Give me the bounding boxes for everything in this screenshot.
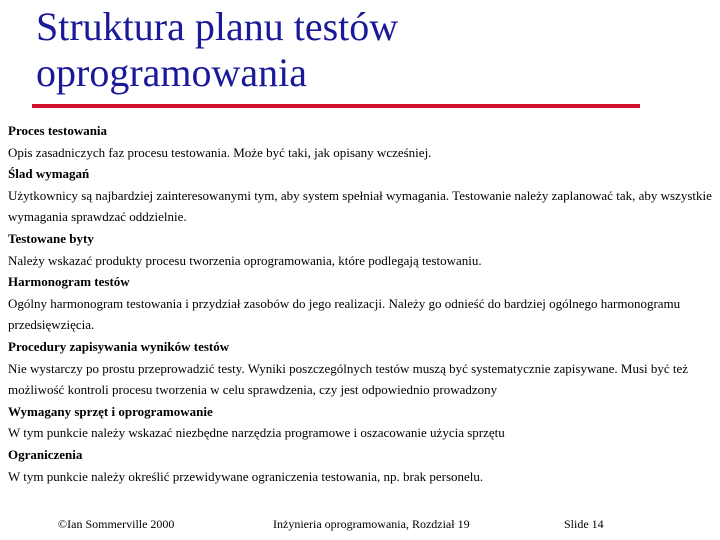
section-heading: Harmonogram testów xyxy=(8,274,130,290)
section-body: Ogólny harmonogram testowania i przydział zasobów do jego realizacji. Należy go odnieść do bardziej ogólnego harmonogramu przedsięwzięcia. xyxy=(8,295,681,333)
section-body: Nie wystarczy po prostu przeprowadzić testy. Wyniki poszczególnych testów muszą być systematycznie zapisywane. Musi być też możliwość kontroli procesu tworzenia w celu sprawdzenia, czy jest odpowiednio prowadzony xyxy=(8,360,689,398)
slide-content xyxy=(8,120,714,487)
section-body: Użytkownicy są najbardziej zainteresowanymi tym, aby system spełniał wymagania. Testowanie należy zaplanować tak, aby wszystkie wymagania sprawdzać oddzielnie. xyxy=(8,187,712,225)
section-heading: Ślad wymagań xyxy=(8,166,90,182)
footer-copyright: ©Ian Sommerville 2000 xyxy=(58,517,175,531)
section-heading: Testowane byty xyxy=(8,230,94,246)
slide-title xyxy=(36,4,676,96)
section-body: Opis zasadniczych faz procesu testowania. Może być taki, jak opisany wcześniej. xyxy=(8,144,432,160)
section-heading: Ograniczenia xyxy=(8,446,83,462)
section-heading: Proces testowania xyxy=(8,123,108,138)
section-body: Należy wskazać produkty procesu tworzenia oprogramowania, które podlegają testowaniu. xyxy=(8,252,482,268)
section-body: W tym punkcie należy wskazać niezbędne narzędzia programowe i oszacowanie użycia sprzętu xyxy=(8,425,505,441)
footer-slide-number: Slide 14 xyxy=(564,517,604,531)
section-body: W tym punkcie należy określić przewidywane ograniczenia testowania, np. brak personelu. xyxy=(8,468,484,484)
slide-title-line-1: Struktura planu testów xyxy=(36,4,399,49)
section-heading: Wymagany sprzęt i oprogramowanie xyxy=(8,403,213,419)
title-underline-rule xyxy=(32,104,640,108)
slide-title-line-2: oprogramowania xyxy=(36,50,308,95)
section-heading: Procedury zapisywania wyników testów xyxy=(8,338,230,354)
footer-chapter: Inżynieria oprogramowania, Rozdział 19 xyxy=(273,517,470,531)
